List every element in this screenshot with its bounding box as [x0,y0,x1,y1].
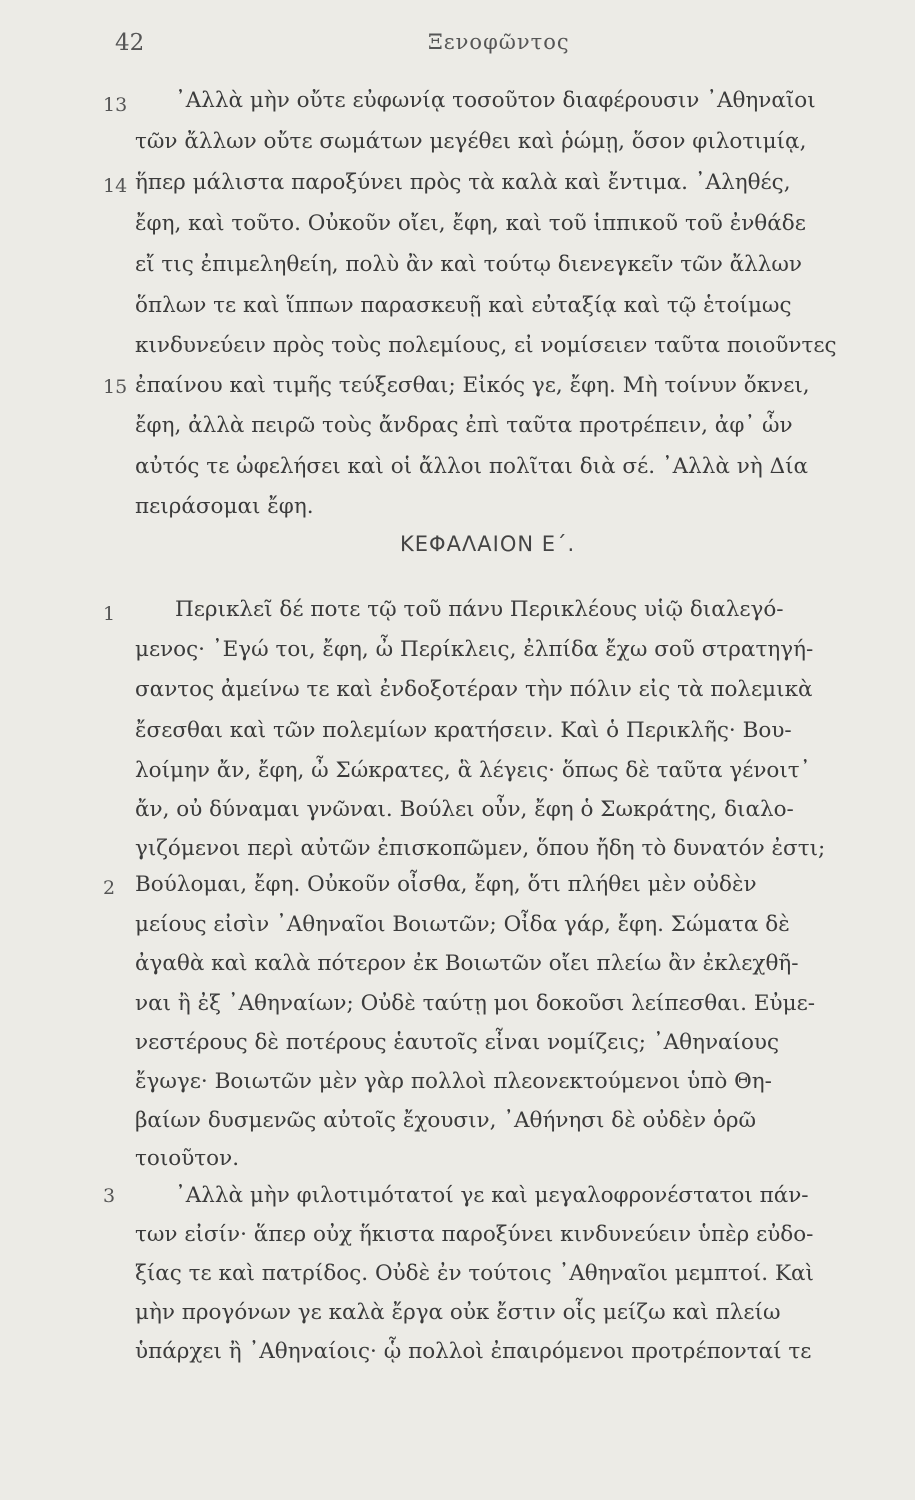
text-line: των εἰσίν· ἅπερ οὐχ ἥκιστα παροξύνει κινδυνεύειν ὑπὲρ εὐδο- [135,1222,814,1247]
text-line: ᾽Αλλὰ μὴν οὔτε εὐφωνίᾳ τοσοῦτον διαφέρουσιν ᾽Αθηναῖοι [175,88,816,113]
chapter-heading: ΚΕΦΑΛΑΙΟΝ Ε΄. [400,532,576,556]
text-line: ἔσεσθαι καὶ τῶν πολεμίων κρατήσειν. Καὶ ὁ Περικλῆς· Βου- [135,718,792,743]
text-line: μενος· ᾽Εγώ τοι, ἔφη, ὦ Περίκλεις, ἐλπίδα ἔχω σοῦ στρατηγή- [135,637,814,662]
text-line: νεστέρους δὲ ποτέρους ἑαυτοῖς εἶναι νομίζεις; ᾽Αθηναίους [135,1030,780,1055]
text-line: ὑπάρχει ἢ ᾽Αθηναίοις· ᾧ πολλοὶ ἐπαιρόμενοι προτρέπονταί τε [135,1339,812,1364]
text-line: ἥπερ μάλιστα παροξύνει πρὸς τὰ καλὰ καὶ ἔντιμα. ᾽Αληθές, [135,170,791,195]
section-number-15: 15 [103,376,128,398]
text-line: ὅπλων τε καὶ ἵππων παρασκευῇ καὶ εὐταξίᾳ καὶ τῷ ἑτοίμως [135,293,792,318]
section-number-14: 14 [103,175,128,197]
text-line: ἐπαίνου καὶ τιμῆς τεύξεσθαι; Εἰκός γε, ἔφη. Μὴ τοίνυν ὄκνει, [135,373,810,398]
section-number-3: 3 [103,1185,116,1207]
text-line: σαντος ἀμείνω τε καὶ ἐνδοξοτέραν τὴν πόλιν εἰς τὰ πολεμικὰ [135,677,813,702]
running-head: Ξενοφῶντος [428,30,570,54]
text-line: ξίας τε καὶ πατρίδος. Οὐδὲ ἐν τούτοις ᾽Αθηναῖοι μεμπτοί. Καὶ [135,1261,814,1286]
text-line: μὴν προγόνων γε καλὰ ἔργα οὐκ ἔστιν οἷς μείζω καὶ πλείω [135,1300,781,1325]
page-number: 42 [115,30,145,56]
section-number-13: 13 [103,94,128,116]
text-line: ἔγωγε· Βοιωτῶν μὲν γὰρ πολλοὶ πλεονεκτούμενοι ὑπὸ Θη- [135,1069,772,1094]
text-line: αὐτός τε ὠφελήσει καὶ οἱ ἄλλοι πολῖται διὰ σέ. ᾽Αλλὰ νὴ Δία [135,454,809,479]
text-line: ἔφη, καὶ τοῦτο. Οὐκοῦν οἴει, ἔφη, καὶ τοῦ ἱππικοῦ τοῦ ἐνθάδε [135,211,806,236]
text-line: βαίων δυσμενῶς αὐτοῖς ἔχουσιν, ᾽Αθήνησι δὲ οὐδὲν ὁρῶ [135,1108,757,1133]
section-number-1: 1 [103,603,116,625]
text-line: εἴ τις ἐπιμεληθείη, πολὺ ἂν καὶ τούτῳ διενεγκεῖν τῶν ἄλλων [135,252,802,277]
text-line: Βούλομαι, ἔφη. Οὐκοῦν οἶσθα, ἔφη, ὅτι πλήθει μὲν οὐδὲν [135,872,757,897]
text-line: ᾽Αλλὰ μὴν φιλοτιμότατοί γε καὶ μεγαλοφρονέστατοι πάν- [175,1183,809,1208]
text-line: ναι ἢ ἐξ ᾽Αθηναίων; Οὐδὲ ταύτῃ μοι δοκοῦσι λείπεσθαι. Εὐμε- [135,991,815,1016]
section-number-2: 2 [103,877,116,899]
text-line: ἔφη, ἀλλὰ πειρῶ τοὺς ἄνδρας ἐπὶ ταῦτα προτρέπειν, ἀφ᾽ ὧν [135,413,793,438]
text-line: ἀγαθὰ καὶ καλὰ πότερον ἐκ Βοιωτῶν οἴει πλείω ἂν ἐκλεχθῆ- [135,951,799,976]
text-line: λοίμην ἄν, ἔφη, ὦ Σώκρατες, ἃ λέγεις· ὅπως δὲ ταῦτα γένοιτ᾽ [135,758,811,783]
text-line: τῶν ἄλλων οὔτε σωμάτων μεγέθει καὶ ῥώμῃ, ὅσον φιλοτιμίᾳ, [135,129,807,154]
text-line: γιζόμενοι περὶ αὐτῶν ἐπισκοπῶμεν, ὅπου ἤδη τὸ δυνατόν ἐστι; [135,836,826,861]
text-line: ἄν, οὐ δύναμαι γνῶναι. Βούλει οὖν, ἔφη ὁ Σωκράτης, διαλο- [135,797,794,822]
text-line: μείους εἰσὶν ᾽Αθηναῖοι Βοιωτῶν; Οἶδα γάρ, ἔφη. Σώματα δὲ [135,912,790,937]
text-line: Περικλεῖ δέ ποτε τῷ τοῦ πάνυ Περικλέους υἱῷ διαλεγό- [175,597,784,622]
text-line: πειράσομαι ἔφη. [135,494,314,519]
text-line: κινδυνεύειν πρὸς τοὺς πολεμίους, εἰ νομίσειεν ταῦτα ποιοῦντες [135,333,837,358]
text-line: τοιοῦτον. [135,1146,240,1171]
